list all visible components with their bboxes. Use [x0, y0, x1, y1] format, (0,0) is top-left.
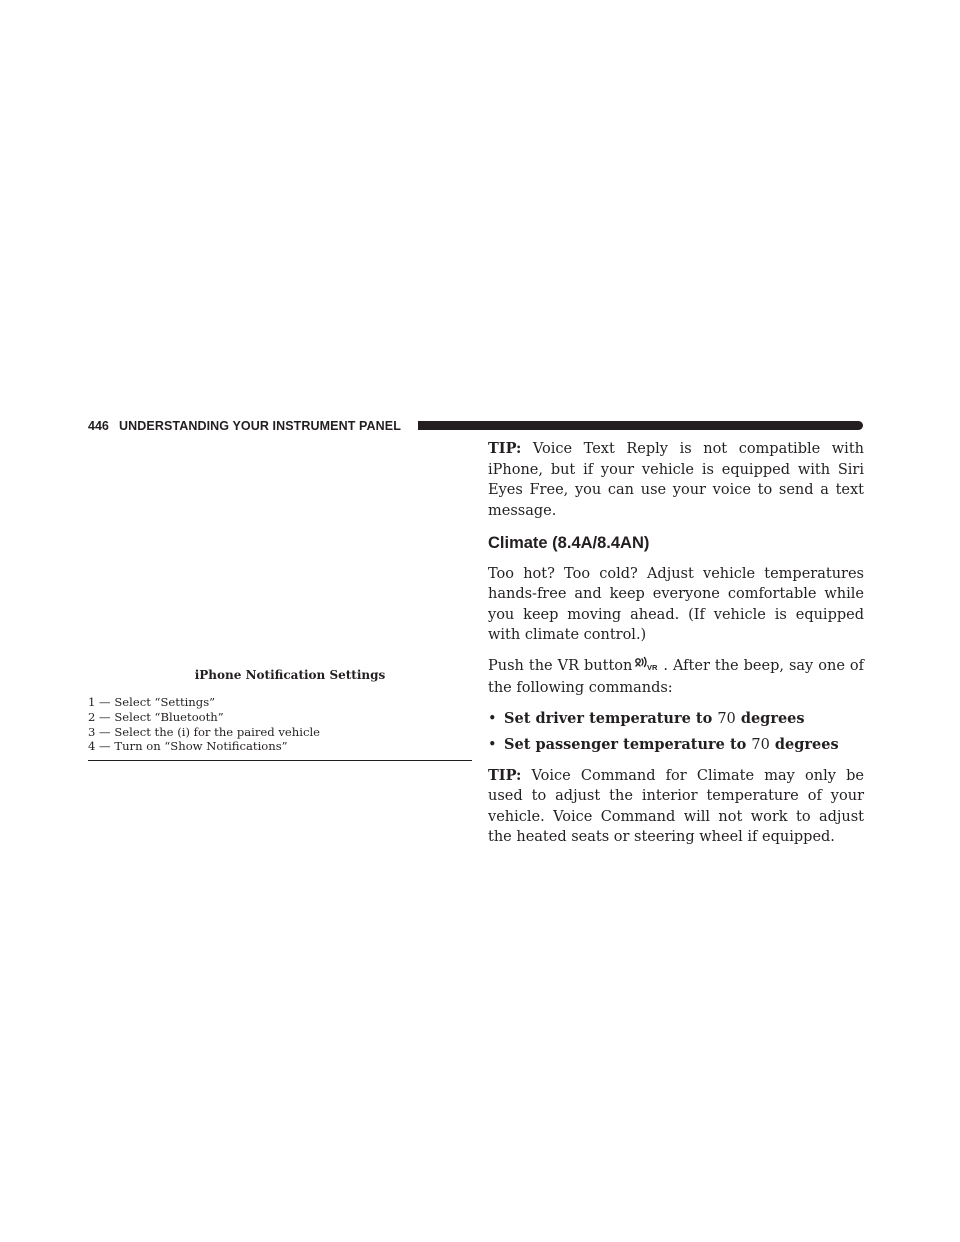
figure-caption-title: iPhone Notification Settings [194, 668, 386, 682]
command-list [488, 709, 864, 756]
section-title: UNDERSTANDING YOUR INSTRUMENT PANEL [119, 419, 401, 433]
command-unit: degrees [735, 709, 805, 727]
caption-item: 2 — Select “Bluetooth” [88, 709, 224, 724]
push-text-continued: . After the beep, say one of the following commands: [488, 657, 864, 696]
list-item: • Set driver temperature to 70 degrees [488, 709, 805, 727]
tip-paragraph [488, 766, 864, 848]
list-item: • Set passenger temperature to 70 degrees [488, 736, 839, 753]
intro-paragraph: Too hot? Too cold? Adjust vehicle temperatures hands-free and keep everyone comfortable while you keep moving ahead. (If vehicle is equipped with climate control.) [488, 565, 864, 643]
command-number: 70 [751, 737, 770, 753]
tip-paragraph [488, 439, 864, 521]
push-vr-paragraph [488, 656, 864, 699]
header-rule-bar [418, 421, 863, 430]
caption-divider [88, 760, 472, 761]
caption-item: 1 — Select “Settings” [88, 695, 216, 709]
tip-text: Voice Text Reply is not compatible with iPhone, but if your vehicle is equipped with Siri Eyes Free, you can use your voice to send a text message. [488, 441, 864, 519]
command-unit: degrees [769, 736, 839, 753]
figure-caption [88, 668, 472, 754]
command-number: 70 [717, 710, 736, 727]
tip-text: Voice Command for Climate may only be used to adjust the interior temperature of your vehicle. Voice Command will not work to adjust the heated seats or steering wheel if equipped. [488, 767, 864, 845]
page-header [88, 418, 864, 436]
page-number: 446 [88, 419, 109, 433]
push-text: Push the VR button [488, 657, 633, 674]
command-text: Set driver temperature to [504, 709, 718, 727]
caption-item: 4 — Turn on “Show Notifications” [88, 739, 288, 754]
caption-item: 3 — Select the (i) for the paired vehicle [88, 724, 321, 739]
command-text: Set passenger temperature to [504, 736, 752, 753]
tip-label: TIP: [488, 440, 522, 457]
main-column [488, 439, 864, 858]
tip-label: TIP: [488, 766, 522, 784]
figure-caption-list [88, 695, 472, 754]
vr-button-icon [634, 656, 660, 679]
section-heading: Climate (8.4A/8.4AN) [488, 534, 650, 552]
svg-text:VR: VR [647, 662, 658, 672]
